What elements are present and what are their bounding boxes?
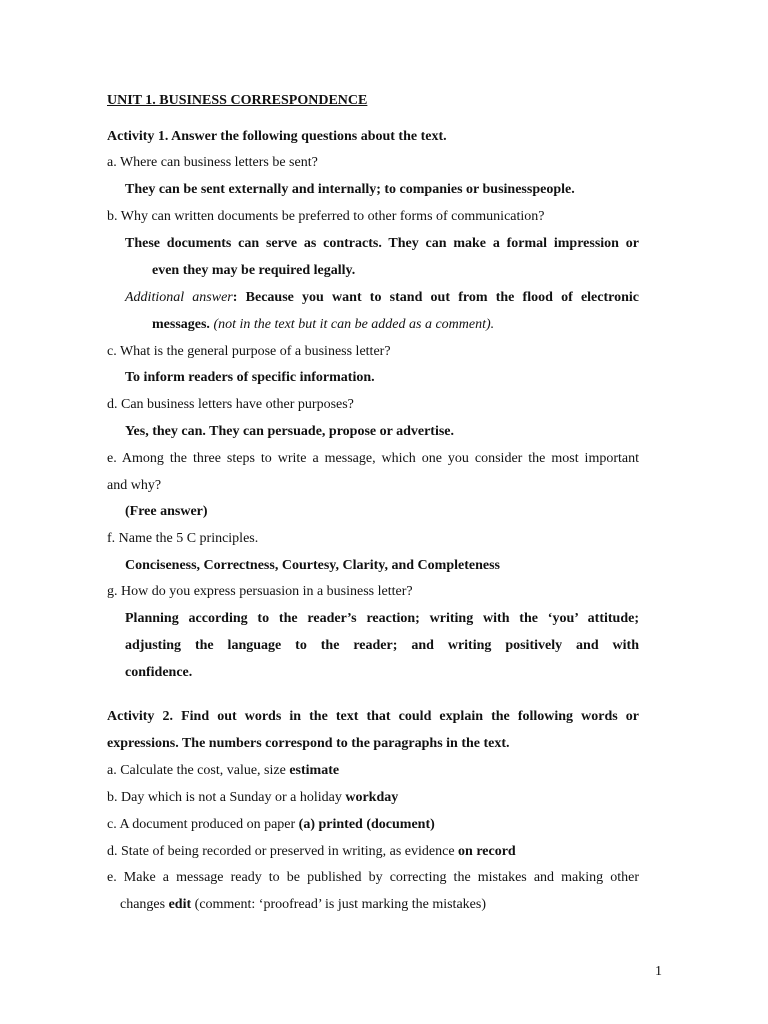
item-b-prompt: b. Day which is not a Sunday or a holiday <box>107 790 346 805</box>
answer-b-line1: These documents can serve as contracts. They can make a formal impression or <box>125 236 639 251</box>
additional-answer-colon: : <box>232 290 238 305</box>
item-b-answer: workday <box>345 790 399 805</box>
question-f: f. Name the 5 C principles. <box>107 531 259 546</box>
question-d: d. Can business letters have other purposes? <box>107 397 354 412</box>
question-e-line1: e. Among the three steps to write a message, which one you consider the most important <box>107 451 639 466</box>
item-c-answer: (a) printed (document) <box>298 817 435 832</box>
question-e-line2: and why? <box>107 478 162 493</box>
item-a <box>107 762 339 780</box>
item-a-answer: estimate <box>289 763 340 778</box>
additional-answer-line2 <box>152 316 494 334</box>
answer-f: Conciseness, Correctness, Courtesy, Clarity, and Completeness <box>125 558 500 573</box>
activity2-heading-line2: expressions. The numbers correspond to the paragraphs in the text. <box>107 736 510 751</box>
question-g: g. How do you express persuasion in a business letter? <box>107 584 413 599</box>
additional-answer-line1 <box>125 289 639 307</box>
answer-b-line2: even they may be required legally. <box>152 263 356 278</box>
answer-e: (Free answer) <box>125 504 208 519</box>
answer-g-line3: confidence. <box>125 665 193 680</box>
unit-title: UNIT 1. BUSINESS CORRESPONDENCE <box>107 93 368 108</box>
item-e-answer: edit <box>168 897 192 912</box>
answer-a: They can be sent externally and internally; to companies or businesspeople. <box>125 182 575 197</box>
item-d-answer: on record <box>458 844 516 859</box>
item-b <box>107 789 398 807</box>
additional-answer-text-end: messages. <box>152 317 210 332</box>
activity2-heading-line1: Activity 2. Find out words in the text that could explain the following words or <box>107 709 639 724</box>
item-e-comment: (comment: ‘proofread’ is just marking the mistakes) <box>191 897 486 912</box>
answer-c: To inform readers of specific information. <box>125 370 375 385</box>
answer-g-line1: Planning according to the reader’s reaction; writing with the ‘you’ attitude; <box>125 611 639 626</box>
item-e-line2 <box>120 896 486 914</box>
additional-answer-note: (not in the text but it can be added as a comment). <box>213 317 495 332</box>
activity1-heading: Activity 1. Answer the following questions about the text. <box>107 129 447 144</box>
additional-answer-text: Because you want to stand out from the flood of electronic <box>245 290 640 305</box>
item-c-prompt: c. A document produced on paper <box>107 817 299 832</box>
item-a-prompt: a. Calculate the cost, value, size <box>107 763 290 778</box>
question-b: b. Why can written documents be preferred to other forms of communication? <box>107 209 545 224</box>
page-number: 1 <box>655 964 662 979</box>
item-d <box>107 843 516 861</box>
item-e-prefix: changes <box>120 897 169 912</box>
answer-g-line2: adjusting the language to the reader; and writing positively and with <box>125 638 639 653</box>
question-c: c. What is the general purpose of a business letter? <box>107 344 391 359</box>
item-d-prompt: d. State of being recorded or preserved in writing, as evidence <box>107 844 459 859</box>
answer-d: Yes, they can. They can persuade, propose or advertise. <box>125 424 454 439</box>
question-a: a. Where can business letters be sent? <box>107 155 318 170</box>
additional-answer-label: Additional answer <box>125 290 233 305</box>
item-c <box>107 816 435 834</box>
item-e-line1: e. Make a message ready to be published by correcting the mistakes and making other <box>107 870 639 885</box>
